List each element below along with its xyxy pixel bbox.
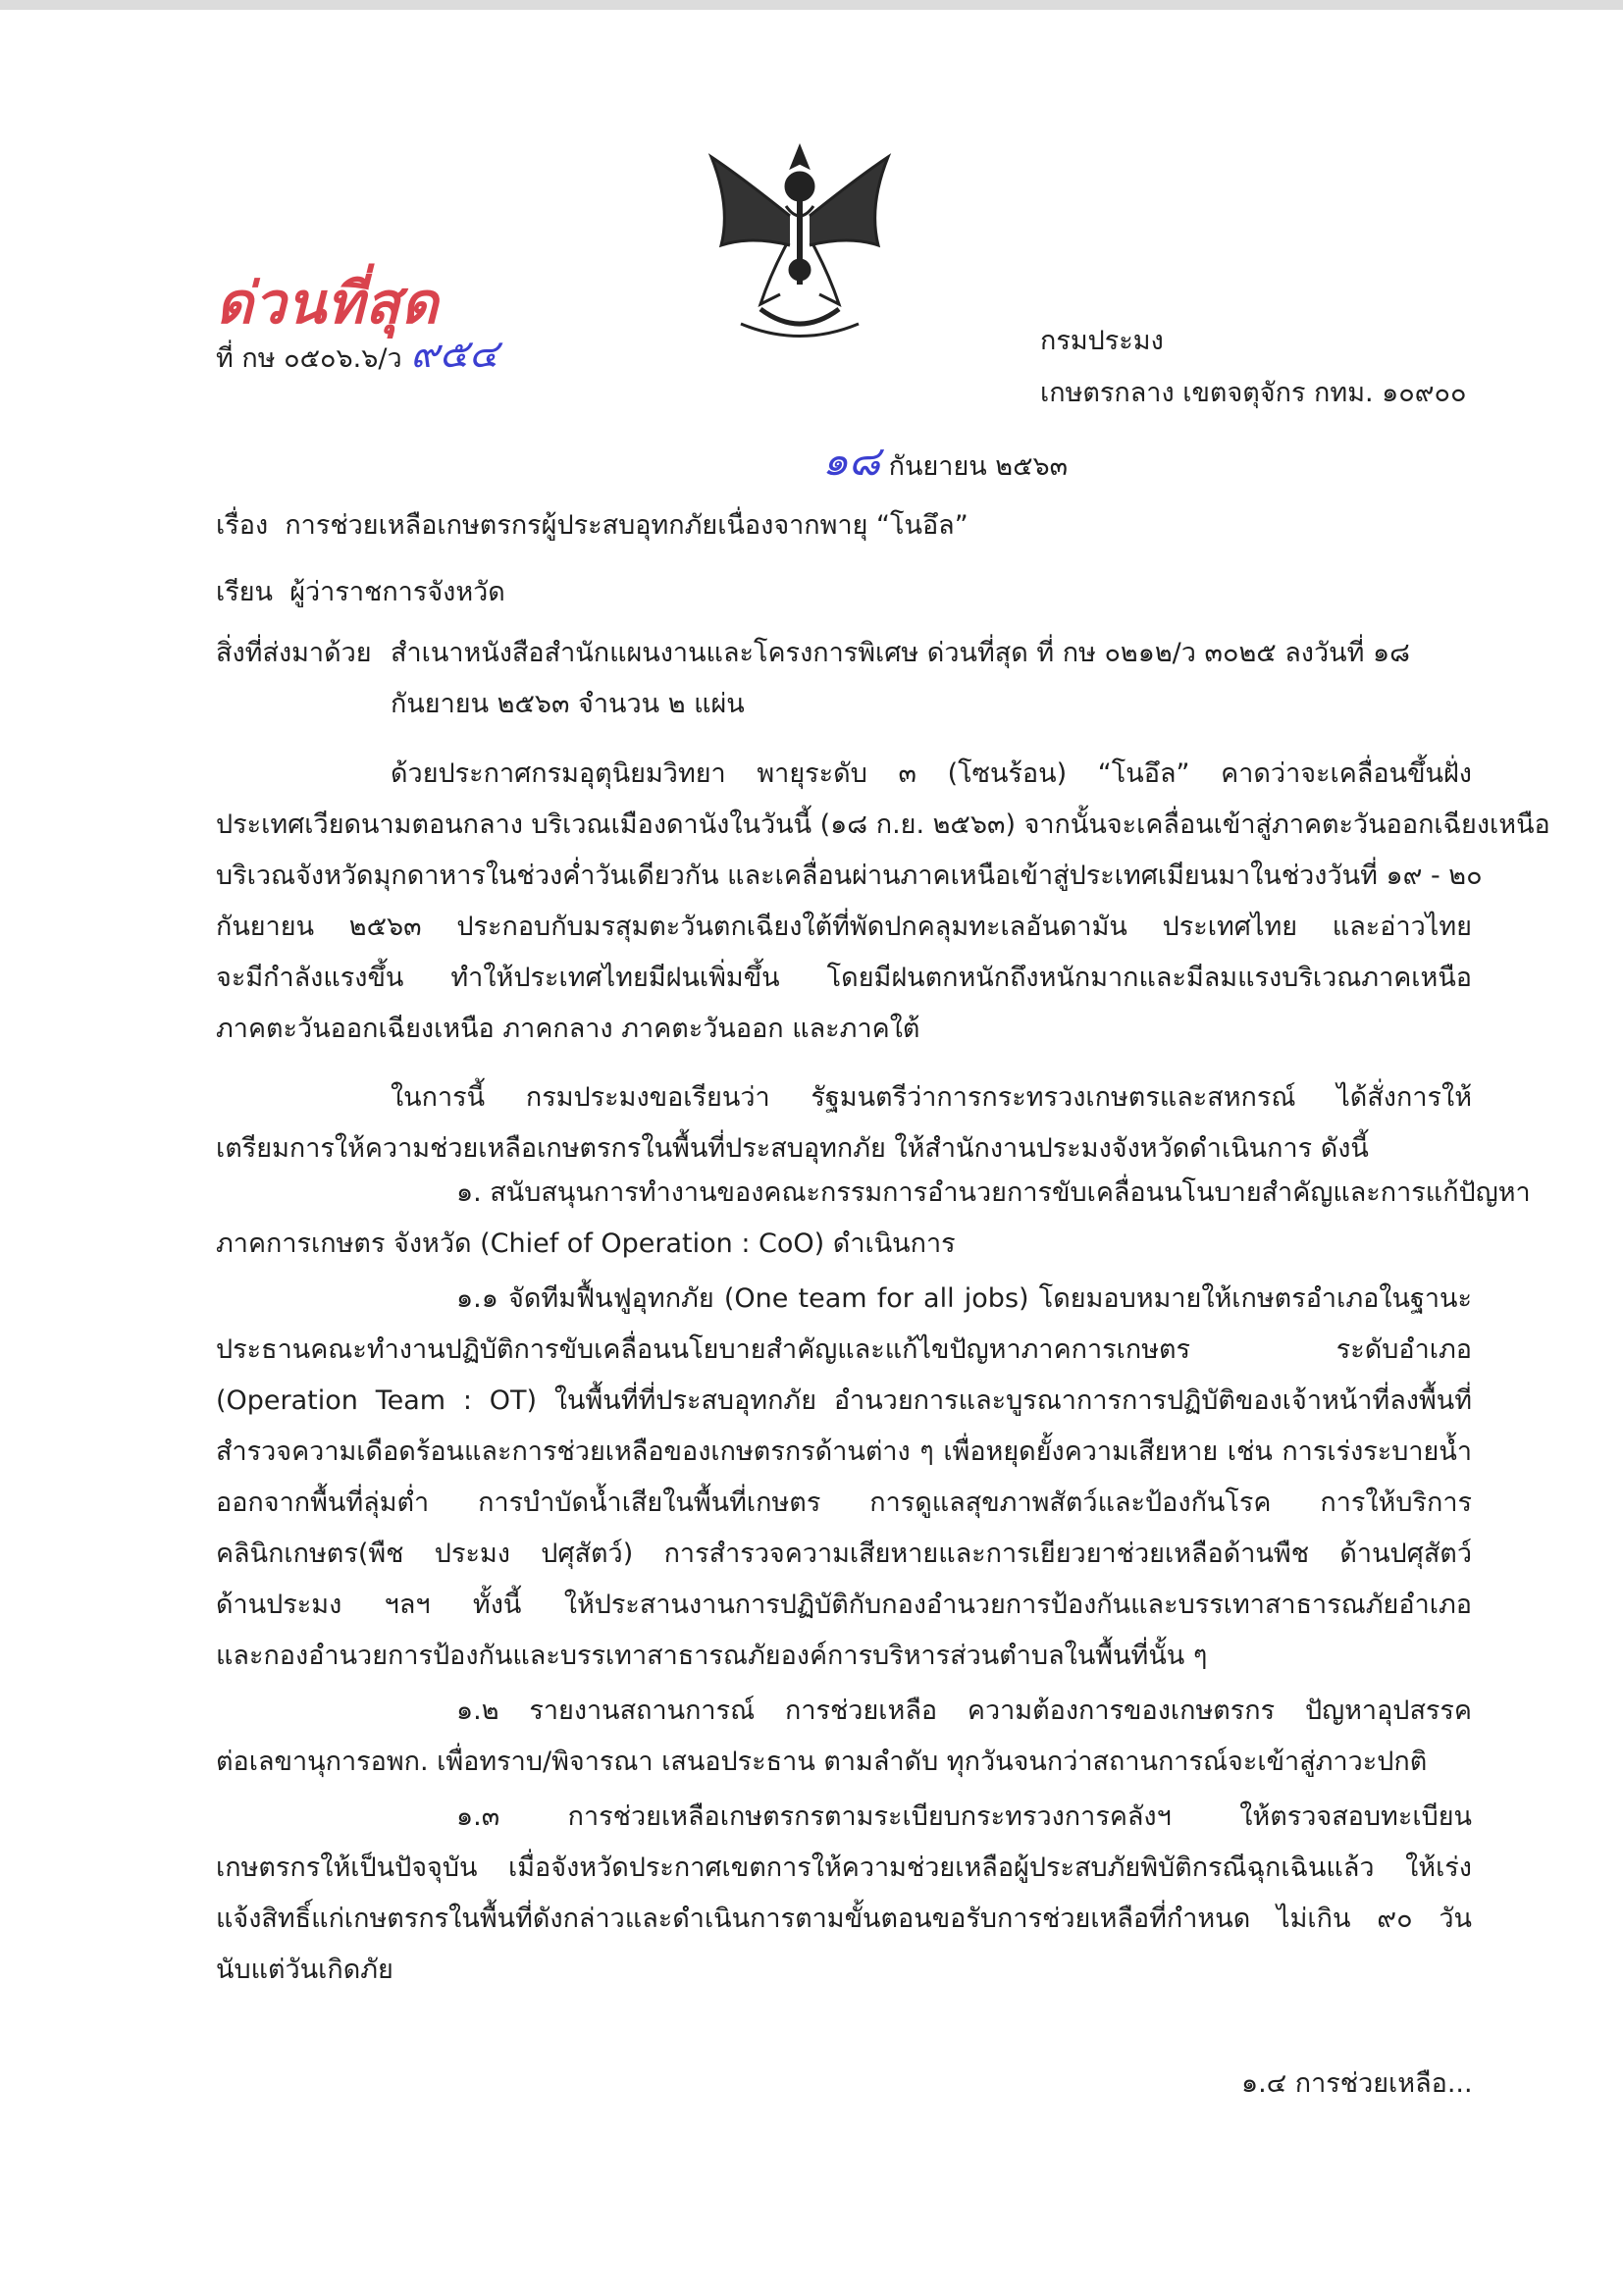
item1-2-line: ต่อเลขานุการอพก. เพื่อทราบ/พิจารณา เสนอประธาน ตามลำดับ ทุกวันจนกว่าสถานการณ์จะเข้าสู่ภาวะปกติ: [216, 1747, 1428, 1777]
item1-1-line: สำรวจความเดือดร้อนและการช่วยเหลือของเกษตรกรด้านต่าง ๆ เพื่อหยุดยั้งความเสียหาย เช่น การเร่งระบายน้ำ: [216, 1436, 1472, 1467]
date-month-year: กันยายน ๒๕๖๓: [888, 451, 1069, 482]
item1-line: ภาคการเกษตร จังหวัด (Chief of Operation : CoO) ดำเนินการ: [216, 1228, 956, 1259]
subject-label: เรื่อง: [216, 510, 269, 541]
organization-name: กรมประมง: [1040, 326, 1164, 356]
item1-3-line: นับแต่วันเกิดภัย: [216, 1955, 393, 1985]
garuda-emblem-icon: [702, 137, 898, 343]
organization-address: เกษตรกลาง เขตจตุจักร กทม. ๑๐๙๐๐: [1040, 378, 1467, 408]
attachment-label: สิ่งที่ส่งมาด้วย: [216, 638, 372, 668]
subject-line: [216, 510, 969, 542]
para1-line: บริเวณจังหวัดมุกดาหารในช่วงค่ำวันเดียวกัน และเคลื่อนผ่านภาคเหนือเข้าสู่ประเทศเมียนมาในช่วงวันที่ ๑๙ - ๒๐: [216, 861, 1483, 891]
para1-line: จะมีกำลังแรงขึ้น ทำให้ประเทศไทยมีฝนเพิ่มขึ้น โดยมีฝนตกหนักถึงหนักมากและมีลมแรงบริเวณภาคเหนือ: [216, 963, 1472, 993]
item1-3-line: แจ้งสิทธิ์แก่เกษตรกรในพื้นที่ดังกล่าวและดำเนินการตามขั้นตอนขอรับการช่วยเหลือที่กำหนด ไม่เกิน ๙๐ วัน: [216, 1904, 1472, 1934]
item1-1-line: ออกจากพื้นที่ลุ่มต่ำ การบำบัดน้ำเสียในพื้นที่เกษตร การดูแลสุขภาพสัตว์และป้องกันโรค การให้บริการ: [216, 1487, 1472, 1518]
recipient-label: เรียน: [216, 577, 274, 607]
attachment-line-2: กันยายน ๒๕๖๓ จำนวน ๒ แผ่น: [391, 689, 745, 719]
attachment-line-1: สำเนาหนังสือสำนักแผนงานและโครงการพิเศษ ด่วนที่สุด ที่ กษ ๐๒๑๒/ว ๓๐๒๕ ลงวันที่ ๑๘: [391, 638, 1410, 668]
para1-line: ประเทศเวียดนามตอนกลาง บริเวณเมืองดานังในวันนี้ (๑๘ ก.ย. ๒๕๖๓) จากนั้นจะเคลื่อนเข้าสู่ภาคตะวันออกเฉียงเหนือ: [216, 809, 1550, 840]
document-number: [216, 331, 498, 378]
subject-text: การช่วยเหลือเกษตรกรผู้ประสบอุทกภัยเนื่องจากพายุ “โนอึล”: [285, 510, 969, 541]
recipient-line: [216, 577, 505, 608]
urgency-stamp: ด่วนที่สุด: [216, 270, 440, 337]
document-number-handwritten: ๙๕๔: [410, 332, 499, 377]
item1-1-line: (Operation Team : OT) ในพื้นที่ที่ประสบอุทกภัย อำนวยการและบูรณาการการปฏิบัติของเจ้าหน้าที่ลงพื้นที่: [216, 1385, 1472, 1416]
item1-3-line: เกษตรกรให้เป็นปัจจุบัน เมื่อจังหวัดประกาศเขตการให้ความช่วยเหลือผู้ประสบภัยพิบัติกรณีฉุกเฉินแล้ว ให้เร่ง: [216, 1852, 1472, 1883]
item1-1-line: ประธานคณะทำงานปฏิบัติการขับเคลื่อนนโยบายสำคัญและแก้ไขปัญหาภาคการเกษตร ระดับอำเภอ: [216, 1334, 1472, 1365]
continuation-note: ๑.๔ การช่วยเหลือ...: [1241, 2068, 1473, 2099]
scan-edge: [0, 0, 1623, 10]
document-number-prefix: ที่ กษ ๐๕๐๖.๖/ว: [216, 343, 402, 374]
date-day-handwritten: ๑๘: [822, 437, 881, 485]
item1-1-line: ๑.๑ จัดทีมฟื้นฟูอุทกภัย (One team for all jobs) โดยมอบหมายให้เกษตรอำเภอในฐานะ: [456, 1283, 1472, 1314]
document-date: [822, 437, 1068, 486]
recipient-text: ผู้ว่าราชการจังหวัด: [289, 577, 505, 607]
para2-line: ในการนี้ กรมประมงขอเรียนว่า รัฐมนตรีว่าการกระทรวงเกษตรและสหกรณ์ ได้สั่งการให้: [391, 1082, 1472, 1113]
item1-1-line: และกองอำนวยการป้องกันและบรรเทาสาธารณภัยองค์การบริหารส่วนตำบลในพื้นที่นั้น ๆ: [216, 1641, 1208, 1671]
item1-2-line: ๑.๒ รายงานสถานการณ์ การช่วยเหลือ ความต้องการของเกษตรกร ปัญหาอุปสรรค: [456, 1696, 1472, 1726]
item1-3-line: ๑.๓ การช่วยเหลือเกษตรกรตามระเบียบกระทรวงการคลังฯ ให้ตรวจสอบทะเบียน: [456, 1801, 1472, 1832]
para1-line: กันยายน ๒๕๖๓ ประกอบกับมรสุมตะวันตกเฉียงใต้ที่พัดปกคลุมทะเลอันดามัน ประเทศไทย และอ่าวไทย: [216, 912, 1472, 942]
item1-1-line: ด้านประมง ฯลฯ ทั้งนี้ ให้ประสานงานการปฏิบัติกับกองอำนวยการป้องกันและบรรเทาสาธารณภัยอำเภอ: [216, 1590, 1472, 1620]
para1-line: ภาคตะวันออกเฉียงเหนือ ภาคกลาง ภาคตะวันออก และภาคใต้: [216, 1014, 920, 1044]
item1-line: ๑. สนับสนุนการทำงานของคณะกรรมการอำนวยการขับเคลื่อนนโนบายสำคัญและการแก้ปัญหา: [456, 1177, 1531, 1208]
para2-line: เตรียมการให้ความช่วยเหลือเกษตรกรในพื้นที่ประสบอุทกภัย ให้สำนักงานประมงจังหวัดดำเนินการ ดังนี้: [216, 1133, 1369, 1164]
item1-1-line: คลินิกเกษตร(พืช ประมง ปศุสัตว์) การสำรวจความเสียหายและการเยียวยาช่วยเหลือด้านพืช ด้านปศุสัตว์: [216, 1539, 1472, 1569]
para1-line: ด้วยประกาศกรมอุตุนิยมวิทยา พายุระดับ ๓ (โซนร้อน) “โนอึล” คาดว่าจะเคลื่อนขึ้นฝั่ง: [391, 758, 1472, 789]
